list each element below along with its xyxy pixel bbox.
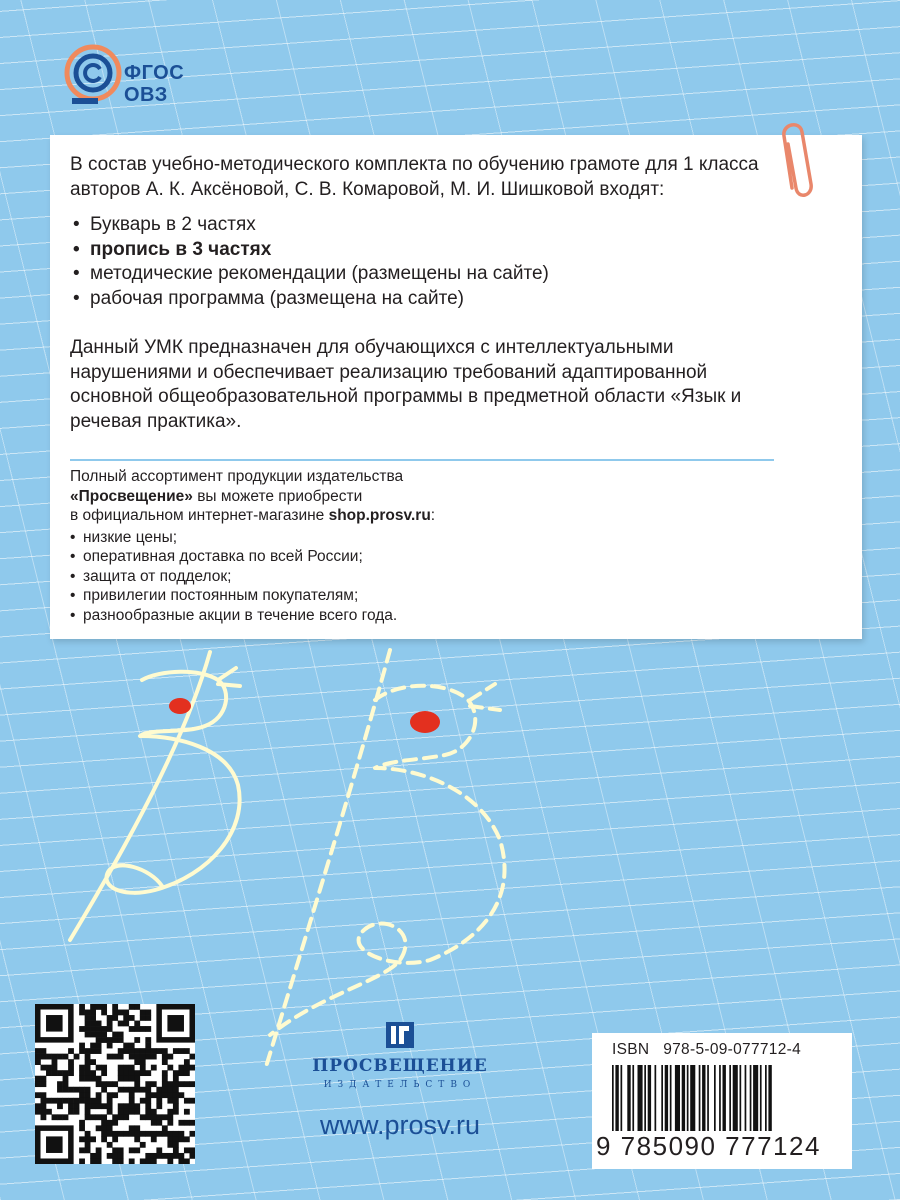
fgos-ovz-logo	[62, 42, 202, 112]
qr-code[interactable]	[35, 1004, 195, 1164]
barcode-bar	[719, 1065, 721, 1131]
kit-item-guidelines: • методические рекомендации (размещены на сайте)	[70, 262, 770, 287]
qr-finder-pattern	[46, 1136, 63, 1153]
shop-line-1: Полный ассортимент продукции издательства	[70, 468, 404, 485]
fgos-logo-text	[124, 62, 184, 106]
barcode-bar	[648, 1065, 651, 1131]
shop-benefit-item: • привилегии постоянным покупателям;	[70, 586, 770, 606]
publisher-website-link[interactable]: www.prosv.ru	[319, 1110, 481, 1140]
barcode-bar	[612, 1065, 614, 1131]
publisher-block	[290, 1020, 510, 1170]
barcode-bar	[729, 1065, 731, 1131]
bird-eye-right	[410, 711, 440, 733]
barcode-bar	[655, 1065, 657, 1131]
barcode-bar	[632, 1065, 634, 1131]
fgos-label: ФГОС	[124, 62, 185, 84]
barcode-bar	[723, 1065, 726, 1131]
barcode-digits: 9 785090 777124	[596, 1131, 821, 1161]
barcode-bar	[740, 1065, 742, 1131]
barcode-bar	[750, 1065, 752, 1131]
shop-info	[70, 467, 770, 625]
qr-code-graphic	[35, 1004, 195, 1164]
shop-line-3	[70, 506, 770, 526]
barcode-bar	[627, 1065, 630, 1131]
shop-benefit-item: • оперативная доставка по всей России;	[70, 547, 770, 567]
isbn-label: ISBN	[612, 1041, 650, 1058]
barcode-bar	[670, 1065, 672, 1131]
barcode-bar	[760, 1065, 762, 1131]
barcode-bar	[690, 1065, 695, 1131]
shop-benefit-item: • защита от подделок;	[70, 567, 770, 587]
barcode-bar	[699, 1065, 701, 1131]
shop-line-3-colon: :	[430, 507, 436, 524]
barcode-bar	[753, 1065, 758, 1131]
kit-item-program: • рабочая программа (размещена на сайте)	[70, 287, 770, 312]
barcode-bar	[745, 1065, 747, 1131]
barcode-bar	[638, 1065, 643, 1131]
fgos-emblem-icon	[62, 42, 124, 108]
prosveshchenie-logo-icon	[384, 1020, 416, 1050]
barcode-bar	[682, 1065, 685, 1131]
kit-list	[70, 213, 770, 311]
ovz-label: ОВЗ	[124, 84, 168, 106]
qr-finder-pattern	[46, 1015, 63, 1032]
umk-description: Данный УМК предназначен для обучающихся с интеллектуальными нарушениями и обеспечивает реализацию требований адаптированной основной общеобразовательной программы в предметной области «Язык и речевая практика».	[70, 337, 742, 432]
dashed-letter-b	[265, 650, 505, 1070]
barcode-bar	[765, 1065, 767, 1131]
barcode-bar	[768, 1065, 771, 1131]
isbn-number: 978-5-09-077712-4	[663, 1041, 802, 1058]
barcode-bar	[714, 1065, 716, 1131]
barcode-bar	[687, 1065, 689, 1131]
solid-letter-b	[70, 652, 240, 940]
shop-site-link[interactable]: shop.prosv.ru	[328, 507, 431, 524]
shop-benefit-item: • низкие цены;	[70, 528, 770, 548]
kit-item-primer: • Букварь в 2 частях	[70, 213, 770, 238]
barcode-bar	[702, 1065, 705, 1131]
kit-item-copybook: • пропись в 3 частях	[70, 238, 770, 263]
barcode-bar	[707, 1065, 709, 1131]
shop-publisher-name: «Просвещение»	[70, 487, 193, 505]
kit-heading: В состав учебно-методического комплекта по обучению грамоте для 1 класса авторов А. К. Аксёновой, С. В. Комаровой, М. И. Шишковой входят:	[70, 154, 759, 200]
bird-eye-left	[169, 698, 191, 714]
barcode-bar	[644, 1065, 646, 1131]
info-card	[50, 135, 862, 639]
card-divider	[70, 459, 774, 461]
kit-description	[70, 153, 770, 434]
barcode-bar	[675, 1065, 680, 1131]
shop-benefits-list	[70, 528, 770, 626]
barcode-bar	[661, 1065, 663, 1131]
qr-finder-pattern	[167, 1015, 184, 1032]
shop-line-2	[70, 487, 770, 507]
barcode-graphic	[612, 1065, 832, 1131]
barcode-bar	[615, 1065, 618, 1131]
shop-line-2-text: вы можете приобрести	[192, 487, 363, 505]
paperclip-icon	[778, 118, 822, 210]
shop-benefit-item: • разнообразные акции в течение всего года.	[70, 606, 770, 626]
shop-line-3-text: в официальном интернет-магазине	[70, 507, 329, 524]
isbn-line	[612, 1041, 801, 1059]
publisher-name: ПРОСВЕЩЕНИЕ	[312, 1056, 488, 1076]
barcode-bar	[733, 1065, 738, 1131]
publisher-subtitle: ИЗДАТЕЛЬСТВО	[323, 1080, 477, 1090]
isbn-barcode-box	[592, 1033, 852, 1169]
barcode-bar	[621, 1065, 623, 1131]
barcode-bar	[665, 1065, 668, 1131]
